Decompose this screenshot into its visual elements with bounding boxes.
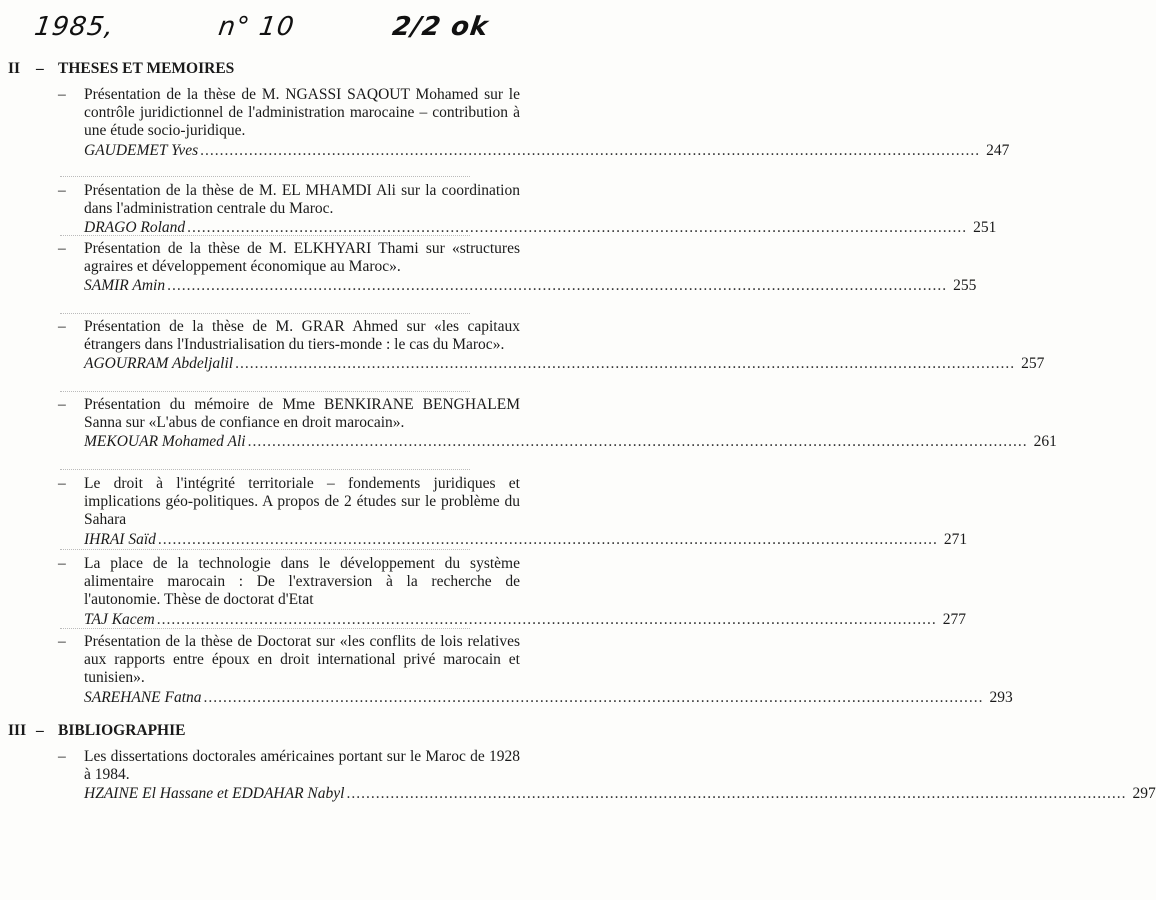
leader-dots: ................................................................................................................................................................: [157, 530, 938, 548]
entry-text: Présentation du mémoire de Mme BENKIRANE BENGHALEM Sanna sur «L'abus de confiance en droit marocain».: [84, 396, 520, 432]
section-dash: –: [36, 60, 44, 77]
entry-author-line: [84, 688, 1013, 707]
toc-entry: [58, 748, 1156, 804]
section-heading: [8, 722, 528, 740]
section-numeral: II: [8, 60, 21, 77]
entry-author-line: [84, 610, 966, 629]
leader-dots: ................................................................................................................................................................: [156, 610, 937, 628]
entry-separator: [60, 313, 470, 314]
toc-entry: [58, 240, 977, 296]
section-title: BIBLIOGRAPHIE: [58, 722, 186, 739]
entry-author: AGOURRAM Abdeljalil: [84, 355, 234, 373]
leader-dots: ................................................................................................................................................................: [203, 688, 984, 706]
entry-separator: [60, 391, 470, 392]
entry-author-line: [84, 141, 1010, 160]
entry-text: Présentation de la thèse de M. ELKHYARI Thami sur «structures agraires et développement économique au Maroc».: [84, 240, 520, 276]
entry-author-line: [84, 530, 968, 549]
entry-author-line: [84, 785, 1156, 803]
entry-author: DRAGO Roland: [84, 219, 186, 237]
toc-entry: [58, 555, 966, 629]
entry-dash: –: [58, 475, 66, 492]
leader-dots: ................................................................................................................................................................: [167, 277, 948, 295]
entry-page-number: 277: [942, 610, 966, 628]
handwritten-page-note: 2/2 ok: [390, 12, 491, 42]
entry-page-number: 247: [986, 141, 1010, 159]
entry-dash: –: [58, 86, 66, 103]
section-title: THESES ET MEMOIRES: [58, 60, 235, 77]
toc-entry: [58, 182, 997, 238]
entry-page-number: 297: [1132, 785, 1156, 803]
section-numeral: III: [8, 722, 27, 739]
entry-page-number: 261: [1033, 433, 1057, 451]
entry-separator: [60, 628, 470, 629]
leader-dots: ................................................................................................................................................................: [200, 141, 981, 159]
entry-dash: –: [58, 555, 66, 572]
entry-text: Présentation de la thèse de M. EL MHAMDI Ali sur la coordination dans l'administration centrale du Maroc.: [84, 182, 520, 218]
entry-author: GAUDEMET Yves: [84, 141, 199, 159]
toc-entry: [58, 86, 1010, 160]
entry-author: IHRAI Saïd: [84, 530, 156, 548]
leader-dots: ................................................................................................................................................................: [187, 219, 968, 237]
entry-text: Présentation de la thèse de M. GRAR Ahmed sur «les capitaux étrangers dans l'Industrialisation du tiers-monde : le cas du Maroc».: [84, 318, 520, 354]
entry-dash: –: [58, 396, 66, 413]
leader-dots: ................................................................................................................................................................: [247, 433, 1028, 451]
entry-dash: –: [58, 240, 66, 257]
leader-dots: ................................................................................................................................................................: [346, 785, 1127, 803]
entry-separator: [60, 469, 470, 470]
entry-page-number: 293: [989, 688, 1013, 706]
toc-entry: [58, 633, 1013, 707]
entry-author-line: [84, 433, 1057, 451]
entry-page-number: 257: [1021, 355, 1045, 373]
entry-text: Les dissertations doctorales américaines portant sur le Maroc de 1928 à 1984.: [84, 748, 520, 784]
entry-separator: [60, 176, 470, 177]
toc-entry: [58, 318, 1045, 374]
entry-page-number: 255: [953, 277, 977, 295]
entry-page-number: 271: [943, 530, 968, 548]
handwritten-year: 1985,: [32, 12, 117, 42]
entry-dash: –: [58, 748, 66, 765]
entry-author-line: [84, 355, 1045, 373]
leader-dots: ................................................................................................................................................................: [235, 355, 1016, 373]
entry-page-number: 251: [973, 219, 997, 237]
entry-author: HZAINE El Hassane et EDDAHAR Nabyl: [84, 785, 345, 803]
entry-author: TAJ Kacem: [84, 610, 155, 628]
entry-separator: [60, 235, 470, 236]
section-heading: [8, 60, 528, 78]
section-dash: –: [36, 722, 44, 739]
entry-author: SAREHANE Fatna: [84, 688, 202, 706]
entry-dash: –: [58, 318, 66, 335]
entry-author-line: [84, 277, 977, 295]
handwritten-issue: n° 10: [216, 12, 297, 42]
entry-text: Présentation de la thèse de Doctorat sur «les conflits de lois relatives aux rapports entre époux en droit international privé marocain et tunisien».: [84, 633, 520, 687]
entry-text: Présentation de la thèse de M. NGASSI SAQOUT Mohamed sur le contrôle juridictionnel de l'administration marocaine – contribution à une étude socio-juridique.: [84, 86, 520, 140]
entry-author: SAMIR Amin: [84, 277, 166, 295]
toc-entry: [58, 475, 968, 549]
entry-text: La place de la technologie dans le développement du système alimentaire marocain : De l'extraversion à la recherche de l'autonomie. Thèse de doctorat d'Etat: [84, 555, 520, 609]
entry-author: MEKOUAR Mohamed Ali: [84, 433, 246, 451]
entry-separator: [60, 549, 470, 550]
toc-entry: [58, 396, 1057, 452]
entry-dash: –: [58, 633, 66, 650]
entry-dash: –: [58, 182, 66, 199]
entry-text: Le droit à l'intégrité territoriale – fondements juridiques et implications géo-politiques. A propos de 2 études sur le problème du Sahara: [84, 475, 520, 529]
